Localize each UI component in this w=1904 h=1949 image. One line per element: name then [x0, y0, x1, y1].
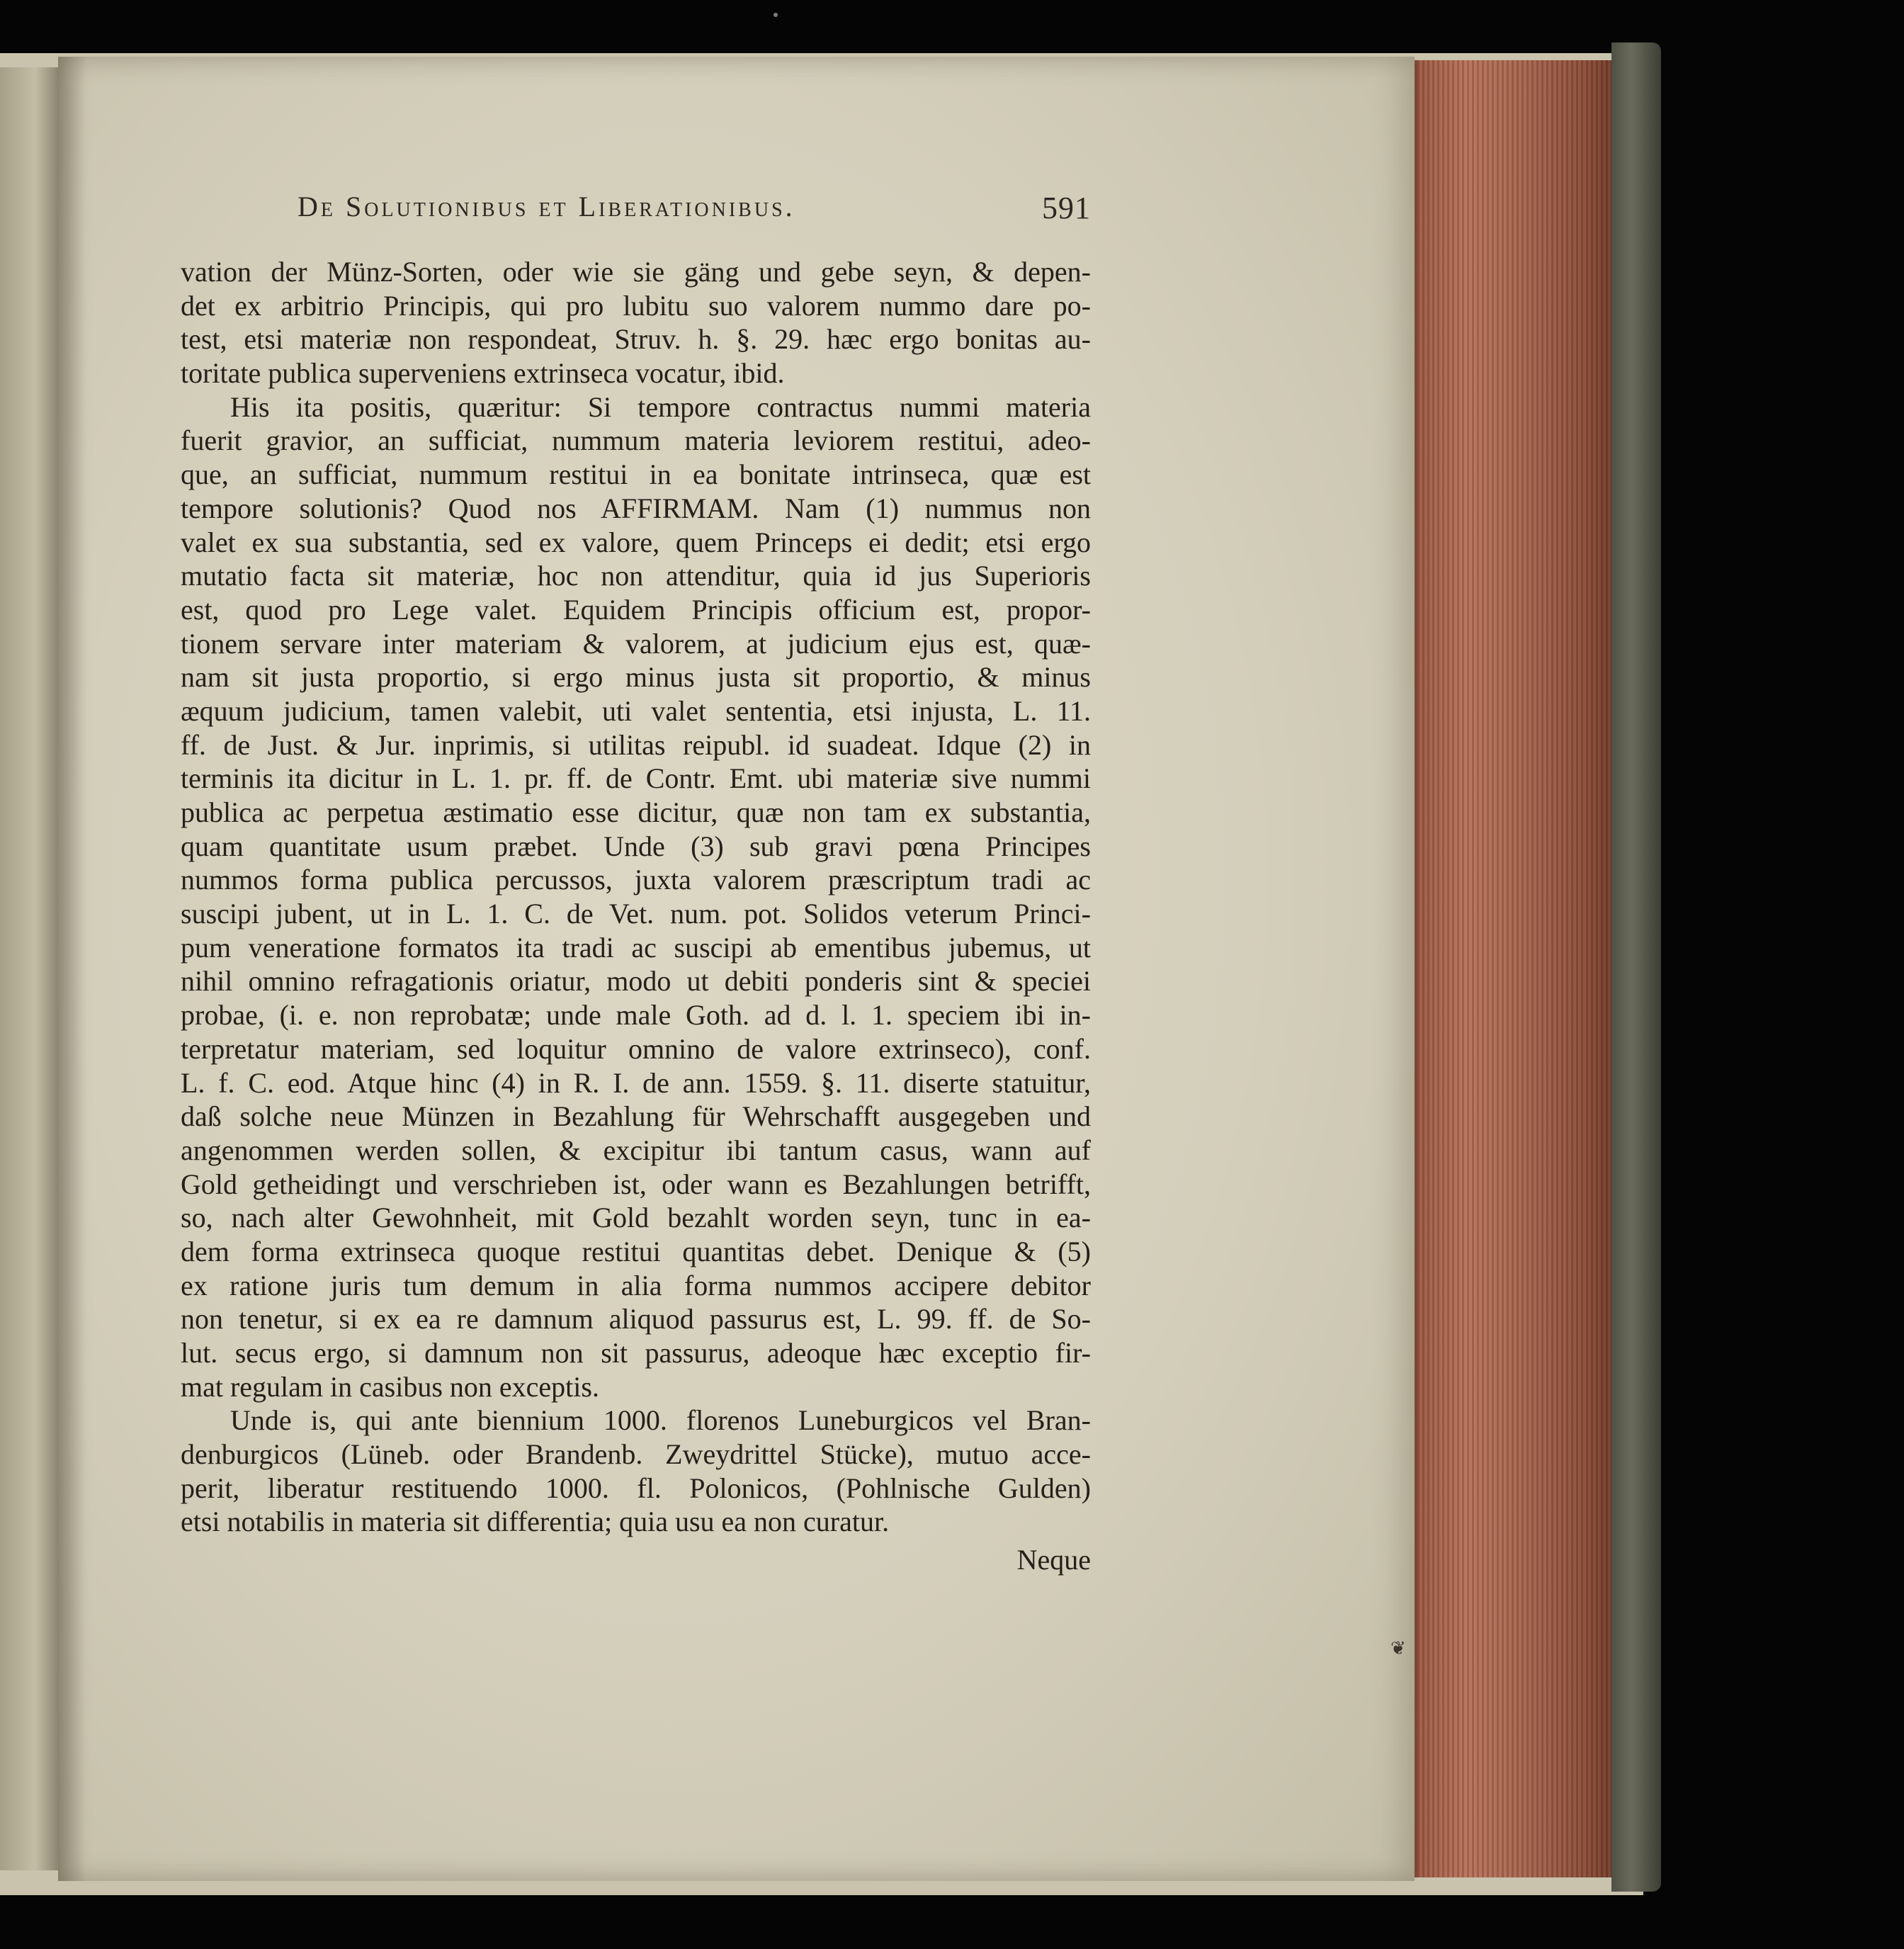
text-line: L. f. C. eod. Atque hinc (4) in R. I. de ann. 1559. §. 11. diserte statuitur, — [181, 1066, 1091, 1099]
text-line: dem forma extrinseca quoque restitui quantitas debet. Denique & (5) — [181, 1235, 1091, 1267]
text-line: angenommen werden sollen, & excipitur ibi tantum casus, wann auf — [181, 1134, 1091, 1166]
text-line: His ita positis, quæritur: Si tempore contractus nummi materia — [230, 390, 1091, 423]
ornament-mark: ❦ — [1390, 1638, 1406, 1659]
text-line: denburgicos (Lüneb. oder Brandenb. Zweydrittel Stücke), mutuo acce- — [181, 1438, 1091, 1471]
page-number: 591 — [1042, 191, 1091, 225]
book-cover-edge — [1611, 43, 1661, 1892]
text-line: mat regulam in casibus non exceptis. — [181, 1370, 599, 1403]
text-line: etsi notabilis in materia sit differentia; quia usu ea non curatur. — [181, 1505, 890, 1538]
catchword: Neque — [1016, 1544, 1091, 1576]
page-block-edge — [1415, 60, 1614, 1877]
text-line: probae, (i. e. non reprobatæ; unde male Goth. ad d. l. 1. speciem ibi in- — [181, 999, 1091, 1032]
page-body — [181, 255, 1091, 1577]
text-line: test, etsi materiæ non respondeat, Struv. h. §. 29. hæc ergo bonitas au- — [181, 323, 1091, 356]
text-line: ex ratione juris tum demum in alia forma nummos accipere debitor — [181, 1269, 1091, 1301]
text-line: terminis ita dicitur in L. 1. pr. ff. de Contr. Emt. ubi materiæ sive nummi — [181, 762, 1091, 795]
text-line: lut. secus ergo, si damnum non sit passurus, adeoque hæc exceptio fir- — [181, 1337, 1091, 1369]
running-header — [298, 190, 1091, 232]
text-line: est, quod pro Lege valet. Equidem Principis officium est, propor- — [181, 593, 1091, 626]
text-line: nummos forma publica percussos, juxta valorem præscriptum tradi ac — [181, 864, 1091, 896]
scan-mark — [774, 13, 778, 17]
text-line: tempore solutionis? Quod nos AFFIRMAM. Nam (1) nummus non — [181, 492, 1091, 524]
text-line: ff. de Just. & Jur. inprimis, si utilitas reipubl. id suadeat. Idque (2) in — [181, 728, 1091, 761]
text-line: Gold getheidingt und verschrieben ist, oder wann es Bezahlungen betrifft, — [181, 1168, 1091, 1200]
text-line: non tenetur, si ex ea re damnum aliquod passurus est, L. 99. ff. de So- — [181, 1303, 1091, 1335]
text-line: suscipi jubent, ut in L. 1. C. de Vet. num. pot. Solidos veterum Princi- — [181, 898, 1091, 930]
text-line: publica ac perpetua æstimatio esse dicitur, quæ non tam ex substantia, — [181, 796, 1091, 828]
text-line: terpretatur materiam, sed loquitur omnino de valore extrinseco), conf. — [181, 1032, 1091, 1065]
text-line: fuerit gravior, an sufficiat, nummum materia leviorem restitui, adeo- — [181, 424, 1091, 457]
text-line: nam sit justa proportio, si ergo minus justa sit proportio, & minus — [181, 661, 1091, 694]
text-line: toritate publica superveniens extrinseca vocatur, ibid. — [181, 357, 785, 390]
text-line: que, an sufficiat, nummum restitui in ea bonitate intrinseca, quæ est — [181, 458, 1091, 491]
text-line: tionem servare inter materiam & valorem, at judicium ejus est, quæ- — [181, 627, 1091, 660]
facing-page-edge — [0, 67, 60, 1870]
text-line: mutatio facta sit materiæ, hoc non attenditur, quia id jus Superioris — [181, 560, 1091, 592]
text-line: valet ex sua substantia, sed ex valore, quem Princeps ei dedit; etsi ergo — [181, 526, 1091, 558]
text-line: Unde is, qui ante biennium 1000. florenos Luneburgicos vel Bran- — [230, 1404, 1091, 1437]
text-line: nihil omnino refragationis oriatur, modo ut debiti ponderis sint & speciei — [181, 965, 1091, 998]
gutter-shadow — [58, 57, 86, 1881]
text-line: det ex arbitrio Principis, qui pro lubitu suo valorem nummo dare po- — [181, 289, 1091, 322]
text-line: pum veneratione formatos ita tradi ac suscipi ab ementibus jubemus, ut — [181, 931, 1091, 964]
text-line: quam quantitate usum præbet. Unde (3) sub gravi pœna Principes — [181, 830, 1091, 862]
text-line: so, nach alter Gewohnheit, mit Gold bezahlt worden seyn, tunc in ea- — [181, 1202, 1091, 1234]
text-line: vation der Münz-Sorten, oder wie sie gäng und gebe seyn, & depen- — [181, 256, 1091, 288]
header-title: De Solutionibus et Liberationibus. — [298, 191, 795, 222]
text-line: perit, liberatur restituendo 1000. fl. Polonicos, (Pohlnische Gulden) — [181, 1471, 1091, 1504]
text-line: æquum judicium, tamen valebit, uti valet sententia, etsi injusta, L. 11. — [181, 694, 1091, 727]
text-line: daß solche neue Münzen in Bezahlung für Wehrschafft ausgegeben und — [181, 1100, 1091, 1133]
